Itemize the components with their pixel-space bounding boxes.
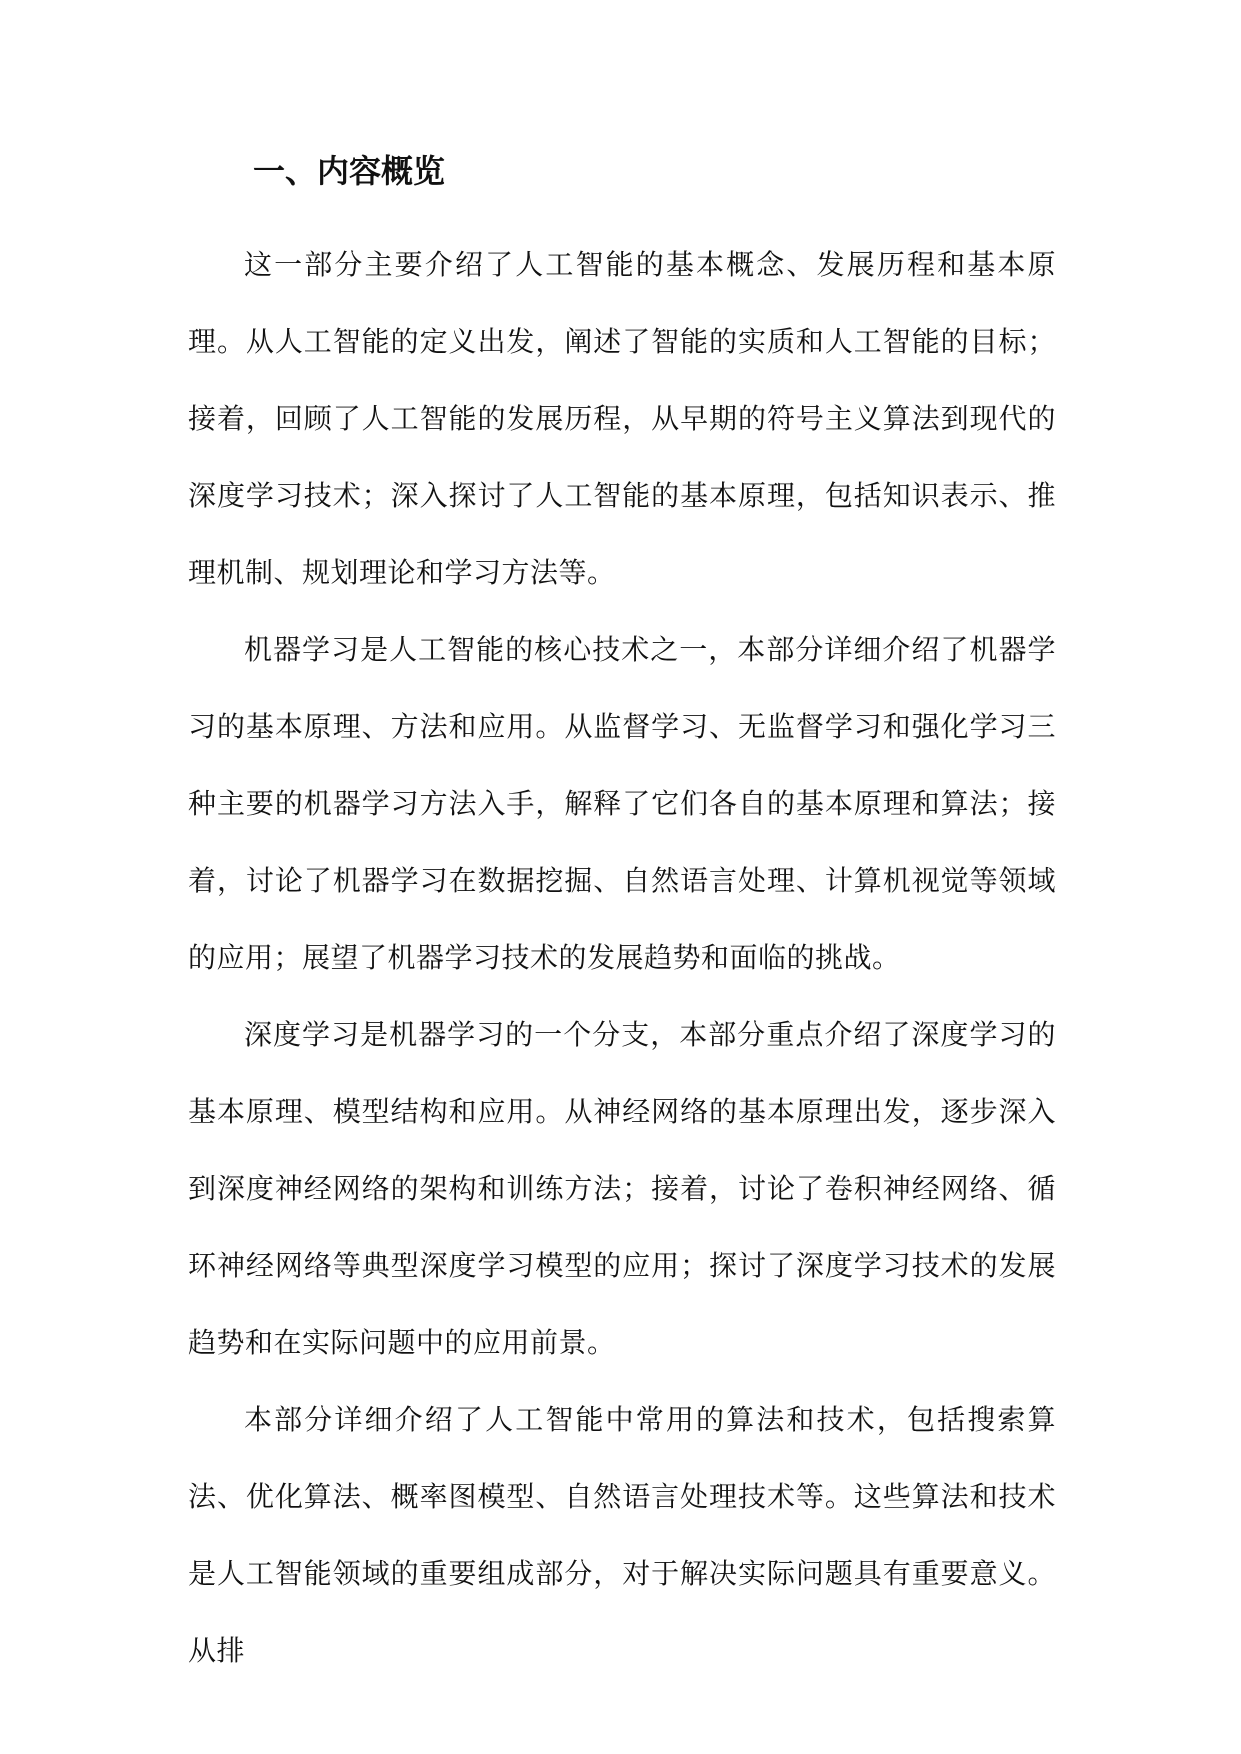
body-text [188, 226, 1056, 1689]
section-heading: 一、内容概览 [253, 152, 446, 190]
paragraph-deep-learning: 深度学习是机器学习的一个分支，本部分重点介绍了深度学习的基本原理、模型结构和应用。从神经网络的基本原理出发，逐步深入到深度神经网络的架构和训练方法；接着，讨论了卷积神经网络、循环神经网络等典型深度学习模型的应用；探讨了深度学习技术的发展趋势和在实际问题中的应用前景。 [188, 1018, 1056, 1359]
paragraph-intro: 这一部分主要介绍了人工智能的基本概念、发展历程和基本原理。从人工智能的定义出发，阐述了智能的实质和人工智能的目标；接着，回顾了人工智能的发展历程，从早期的符号主义算法到现代的深度学习技术；深入探讨了人工智能的基本原理，包括知识表示、推理机制、规划理论和学习方法等。 [188, 248, 1056, 589]
paragraph-machine-learning: 机器学习是人工智能的核心技术之一，本部分详细介绍了机器学习的基本原理、方法和应用。从监督学习、无监督学习和强化学习三种主要的机器学习方法入手，解释了它们各自的基本原理和算法；接着，讨论了机器学习在数据挖掘、自然语言处理、计算机视觉等领域的应用；展望了机器学习技术的发展趋势和面临的挑战。 [188, 633, 1056, 974]
paragraph-algorithms: 本部分详细介绍了人工智能中常用的算法和技术，包括搜索算法、优化算法、概率图模型、自然语言处理技术等。这些算法和技术是人工智能领域的重要组成部分，对于解决实际问题具有重要意义。从排 [188, 1403, 1056, 1667]
